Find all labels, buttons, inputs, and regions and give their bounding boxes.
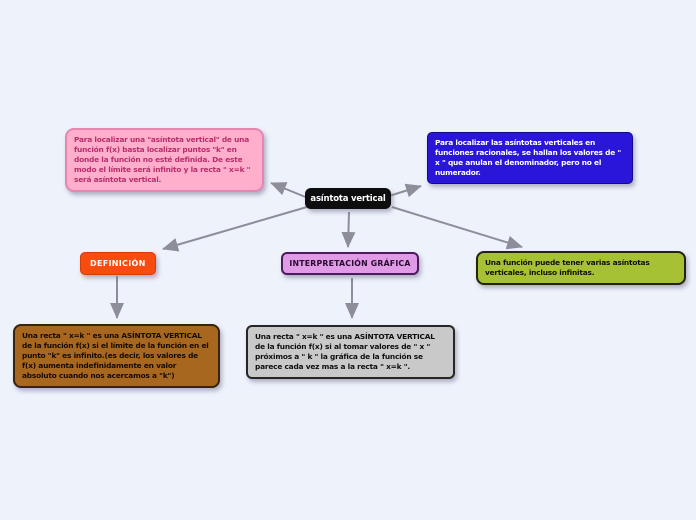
note-funciones-racionales[interactable]: Para localizar las asíntotas verticales en funciones racionales, se hallan los valores de " x " que anulan el denominador, pero no el numerador.: [427, 132, 633, 184]
note-interpretacion-grafica-detalle[interactable]: Una recta " x=k " es una ASÍNTOTA VERTICAL de la función f(x) si al tomar valores de " x " próximos a " k " la gráfica de la función se parece cada vez mas a la recta " x=k ".: [246, 325, 455, 379]
connector-central-to-olive-note: [392, 207, 522, 247]
connector-central-to-definicion: [163, 207, 307, 249]
branch-node-definicion[interactable]: DEFINICIÓN: [80, 252, 156, 275]
mindmap-root-node[interactable]: asíntota vertical: [305, 188, 391, 209]
note-definicion-limite[interactable]: Una recta " x=k " es una ASÍNTOTA VERTICAL de la función f(x) si el límite de la función en el punto "k" es infinito.(es decir, los valores de f(x) aumenta indefinidamente en valor absoluto cuando nos acercamos a "k"): [13, 324, 220, 388]
connector-central-to-pink-note: [271, 183, 308, 198]
branch-node-interpretacion-grafica[interactable]: INTERPRETACIÓN GRÁFICA: [281, 252, 419, 275]
connector-central-to-interpretacion: [348, 212, 349, 247]
note-varias-asintotas[interactable]: Una función puede tener varias asíntotas verticales, incluso infinitas.: [476, 251, 686, 285]
connector-central-to-blue-note: [389, 186, 421, 196]
note-localizar-asintota[interactable]: Para localizar una "asíntota vertical" de una función f(x) basta localizar puntos "k" en donde la función no esté definida. De este modo el límite será infinito y la recta " x=k " será asíntota vertical.: [65, 128, 264, 192]
